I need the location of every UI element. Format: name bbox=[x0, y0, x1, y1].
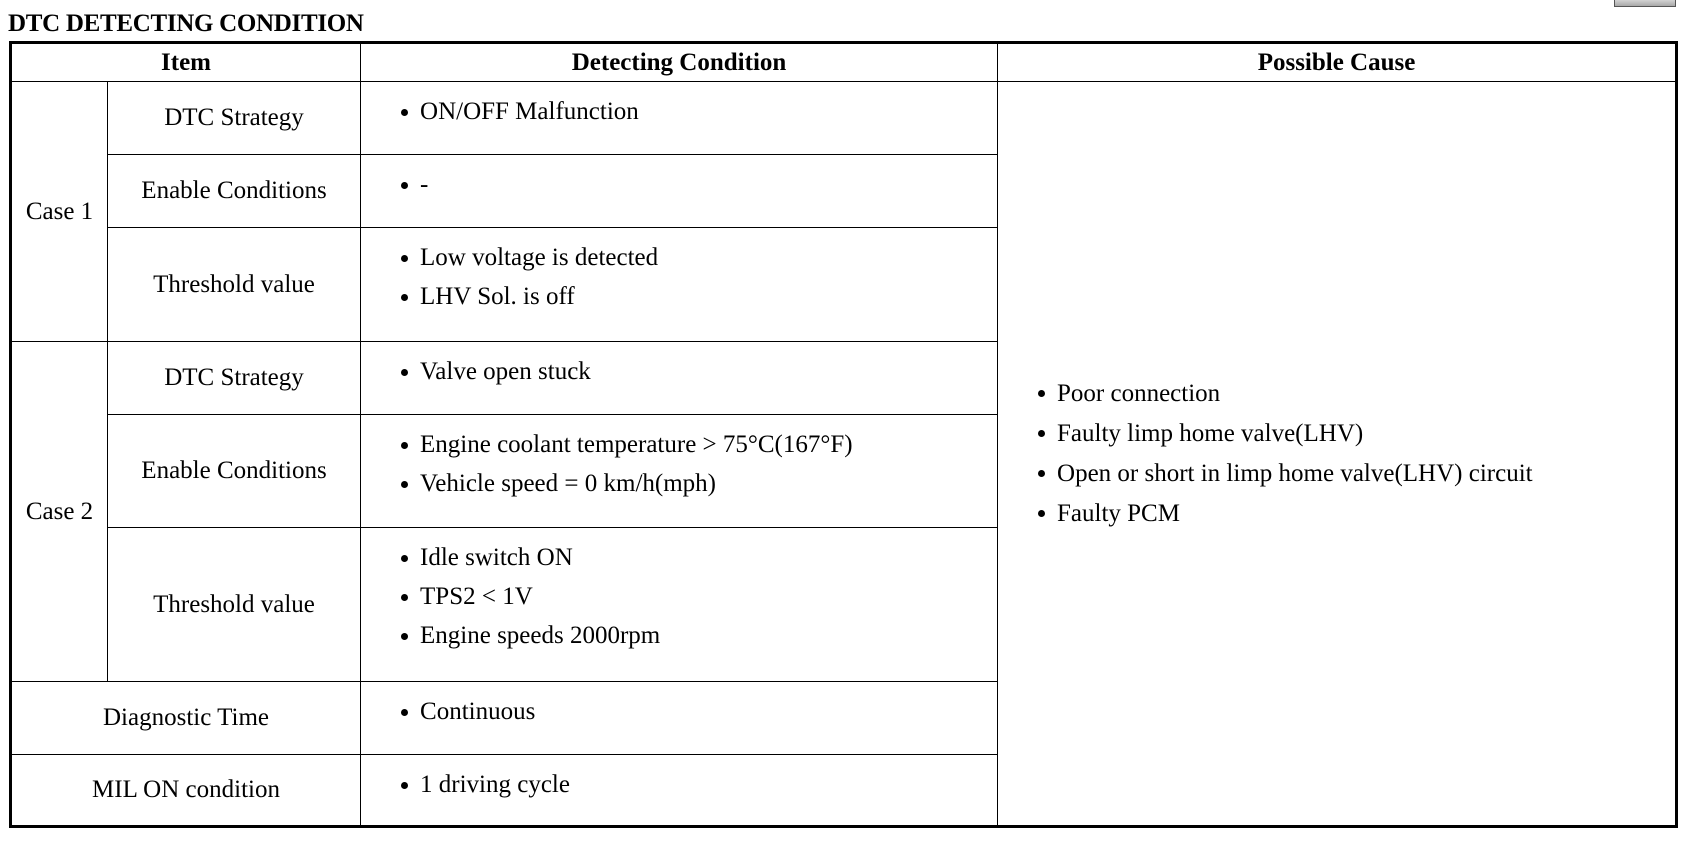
header-cause: Possible Cause bbox=[998, 43, 1677, 82]
bullet-icon bbox=[401, 594, 408, 601]
dtc-table bbox=[9, 41, 1678, 828]
bullet-icon bbox=[401, 782, 408, 789]
list-item: TPS2 < 1V bbox=[401, 577, 997, 616]
case-label: Case 1 bbox=[11, 82, 108, 342]
list-item: Idle switch ON bbox=[401, 538, 997, 577]
list-item: Low voltage is detected bbox=[401, 238, 997, 277]
item-label: Threshold value bbox=[108, 528, 361, 682]
bullet-icon bbox=[401, 369, 408, 376]
bullet-icon bbox=[1038, 390, 1045, 397]
bullet-icon bbox=[1038, 470, 1045, 477]
bullet-icon bbox=[401, 481, 408, 488]
bullet-icon bbox=[401, 182, 408, 189]
list-item: Vehicle speed = 0 km/h(mph) bbox=[401, 464, 997, 503]
item-label: Threshold value bbox=[108, 228, 361, 342]
item-label: MIL ON condition bbox=[11, 755, 361, 827]
header-detecting: Detecting Condition bbox=[361, 43, 998, 82]
list-item: 1 driving cycle bbox=[401, 765, 997, 804]
bullet-icon bbox=[401, 255, 408, 262]
header-item: Item bbox=[11, 43, 361, 82]
item-label: DTC Strategy bbox=[108, 82, 361, 155]
item-label: Enable Conditions bbox=[108, 415, 361, 528]
bullet-icon bbox=[1038, 510, 1045, 517]
item-label: Enable Conditions bbox=[108, 155, 361, 228]
list-item: Engine coolant temperature > 75°C(167°F) bbox=[401, 425, 997, 464]
bullet-icon bbox=[401, 109, 408, 116]
list-item: Open or short in limp home valve(LHV) circuit bbox=[1038, 454, 1675, 494]
list-item: Faulty PCM bbox=[1038, 494, 1675, 534]
list-item: Engine speeds 2000rpm bbox=[401, 616, 997, 655]
list-item: Continuous bbox=[401, 692, 997, 731]
section-title: DTC DETECTING CONDITION bbox=[8, 10, 364, 37]
list-item: LHV Sol. is off bbox=[401, 277, 997, 316]
bullet-icon bbox=[401, 555, 408, 562]
bullet-icon bbox=[401, 294, 408, 301]
possible-cause-cell bbox=[998, 82, 1677, 827]
item-label: Diagnostic Time bbox=[11, 682, 361, 755]
header-row bbox=[11, 43, 1677, 82]
list-item: Poor connection bbox=[1038, 374, 1675, 414]
list-item: Valve open stuck bbox=[401, 352, 997, 391]
list-item: - bbox=[401, 165, 997, 204]
bullet-icon bbox=[1038, 430, 1045, 437]
case-label: Case 2 bbox=[11, 342, 108, 682]
table-row bbox=[11, 82, 1677, 155]
list-item: ON/OFF Malfunction bbox=[401, 92, 997, 131]
bullet-icon bbox=[401, 633, 408, 640]
list-item: Faulty limp home valve(LHV) bbox=[1038, 414, 1675, 454]
item-label: DTC Strategy bbox=[108, 342, 361, 415]
top-button[interactable] bbox=[1614, 0, 1676, 7]
bullet-icon bbox=[401, 709, 408, 716]
bullet-icon bbox=[401, 442, 408, 449]
